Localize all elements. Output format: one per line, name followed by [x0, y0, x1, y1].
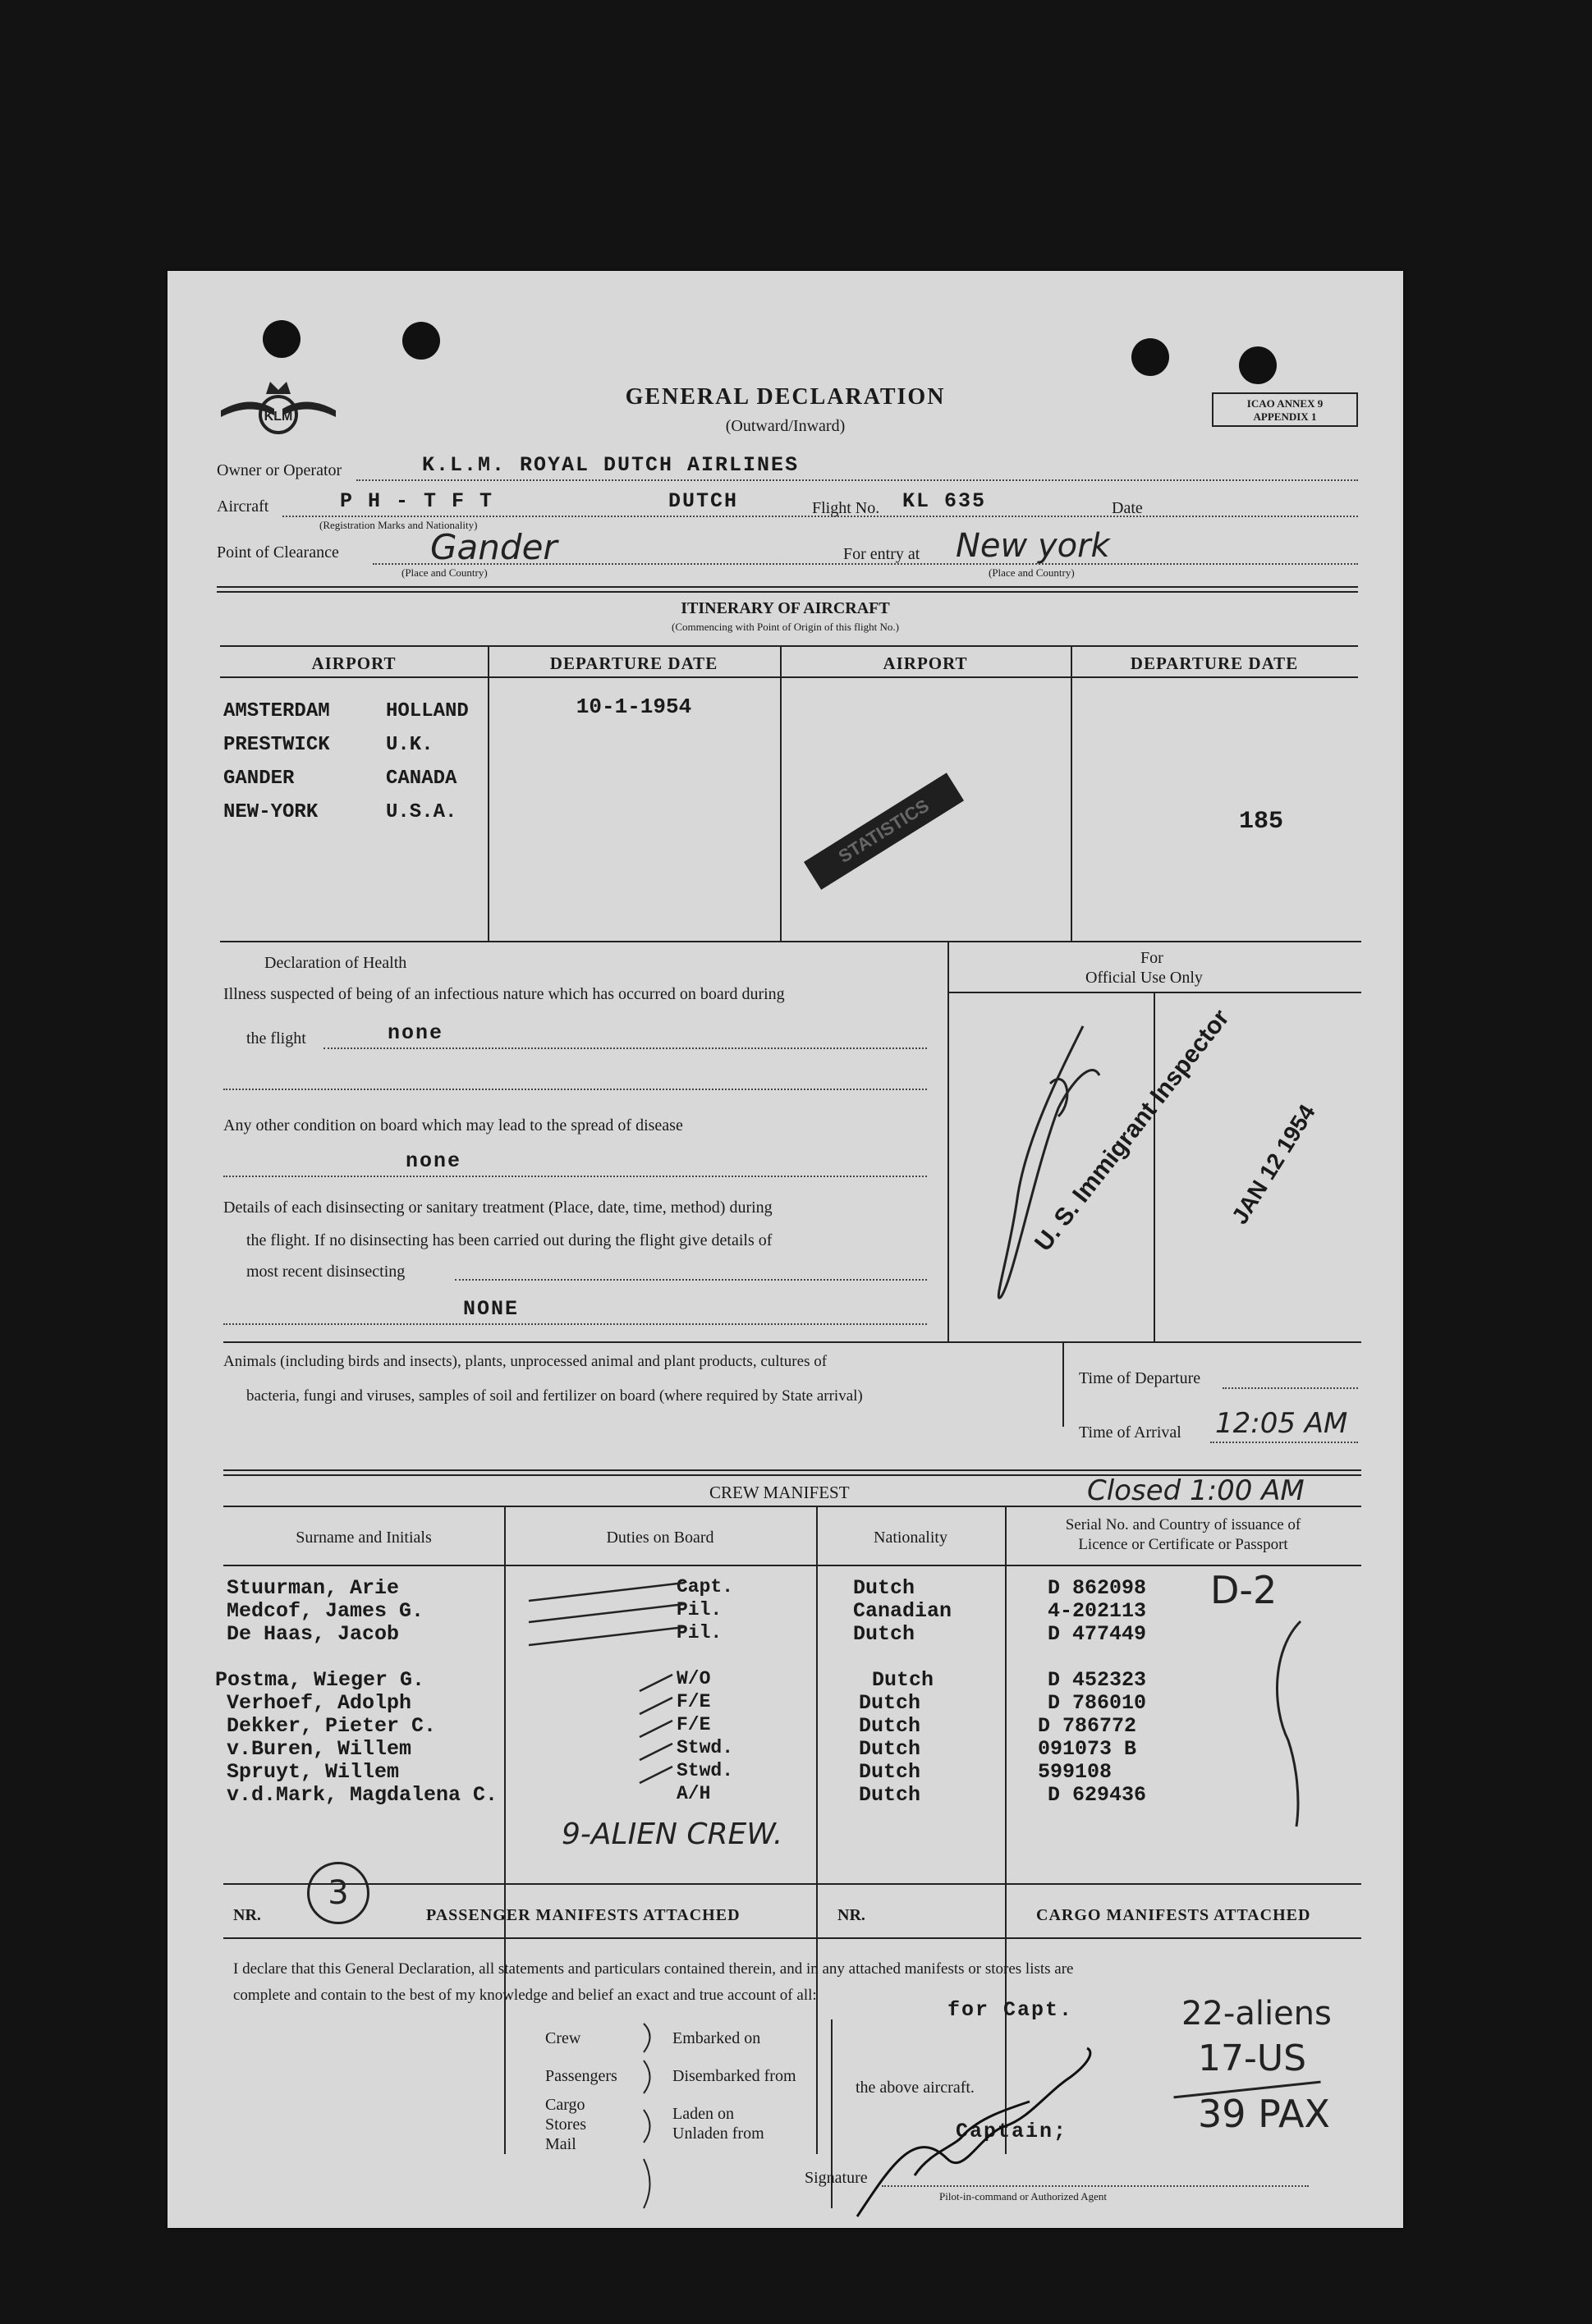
- health-a2: none: [406, 1149, 462, 1173]
- icao-line-1: ICAO ANNEX 9: [1246, 397, 1324, 410]
- crew-duty: Stwd.: [677, 1760, 734, 1781]
- punch-hole: [263, 320, 301, 358]
- passenger-manifests-label: PASSENGER MANIFESTS ATTACHED: [426, 1906, 741, 1924]
- crew-duty: F/E: [677, 1691, 711, 1712]
- crew-nationality: Dutch: [859, 1691, 921, 1715]
- captain-label: Captain;: [956, 2120, 1068, 2143]
- health-q3: Details of each disinsecting or sanitary treatment (Place, date, time, method) during: [223, 1199, 773, 1217]
- decl-unladen: Unladen from: [672, 2125, 764, 2143]
- col-departure-date-2: DEPARTURE DATE: [1130, 653, 1299, 673]
- divider: [217, 586, 1358, 588]
- signature-line: [882, 2185, 1309, 2187]
- nr-label-2: NR.: [837, 1906, 865, 1924]
- crew-title: CREW MANIFEST: [709, 1483, 850, 1502]
- declaration-mid-items: [672, 2019, 796, 2133]
- crew-duty: F/E: [677, 1714, 711, 1735]
- entry-value: New york: [956, 527, 1110, 565]
- crew-nationality: Dutch: [859, 1714, 921, 1738]
- divider: [223, 1469, 1361, 1471]
- aircraft-registration: P H - T F T: [340, 489, 494, 513]
- owner-label: Owner or Operator: [217, 461, 342, 479]
- d2-note: D-2: [1210, 1568, 1278, 1612]
- decl-cargo: Cargo: [545, 2096, 585, 2114]
- declaration-left-items: [545, 2019, 617, 2154]
- aircraft-nationality: DUTCH: [668, 489, 739, 513]
- time-arrival-value: 12:05 AM: [1215, 1407, 1348, 1440]
- count-aliens: 22-aliens: [1181, 1995, 1332, 2033]
- health-line: [455, 1279, 927, 1281]
- time-line: [1210, 1442, 1358, 1443]
- declaration-line-2: complete and contain to the best of my knowledge and belief an exact and true account of all:: [233, 1987, 817, 2004]
- time-line: [1223, 1387, 1358, 1389]
- itinerary-country: HOLLAND: [386, 700, 469, 722]
- pic-label: Pilot-in-command or Authorized Agent: [939, 2190, 1107, 2203]
- crew-header-bottom: [223, 1565, 1361, 1566]
- col-divider: [816, 1506, 818, 2154]
- health-line: [223, 1089, 927, 1090]
- inspector-stamp-date: JAN 12 1954: [1227, 1100, 1320, 1229]
- clearance-value: Gander: [430, 527, 557, 567]
- nr-label: NR.: [233, 1906, 261, 1924]
- itinerary-city: NEW-YORK: [223, 801, 319, 823]
- table-header-bottom: [220, 676, 1358, 678]
- itinerary-city: AMSTERDAM: [223, 700, 330, 722]
- above-aircraft: the above aircraft.: [856, 2079, 975, 2097]
- crew-serial: 4-202113: [1048, 1599, 1147, 1623]
- crew-serial: 091073 B: [1038, 1737, 1137, 1761]
- punch-hole: [1239, 346, 1277, 384]
- itinerary-country: CANADA: [386, 768, 457, 790]
- divider: [217, 591, 1358, 593]
- crew-name: Postma, Wieger G.: [215, 1668, 425, 1692]
- punch-hole: [402, 322, 440, 360]
- official-for: For: [1140, 949, 1163, 967]
- crew-name: Dekker, Pieter C.: [227, 1714, 437, 1738]
- health-line: [223, 1323, 927, 1325]
- signature-label: Signature: [805, 2169, 868, 2187]
- divider: [223, 1937, 1361, 1939]
- crew-nationality: Dutch: [859, 1760, 921, 1784]
- count-us: 17-US: [1198, 2038, 1306, 2079]
- itinerary-title: ITINERARY OF AIRCRAFT: [681, 599, 890, 617]
- declaration-line-1: I declare that this General Declaration, all statements and particulars contained therein, and in any attached manifests or stores lists are: [233, 1960, 1074, 1978]
- itinerary-city: GANDER: [223, 768, 295, 790]
- crew-name: v.Buren, Willem: [227, 1737, 412, 1761]
- divider: [223, 1341, 1361, 1343]
- crew-duty: W/O: [677, 1668, 711, 1689]
- col-nationality: Nationality: [874, 1529, 947, 1547]
- crew-nationality: Canadian: [853, 1599, 952, 1623]
- animals-line-2: bacteria, fungi and viruses, samples of soil and fertilizer on board (where required by State arrival): [246, 1387, 863, 1405]
- decl-disembarked: Disembarked from: [672, 2067, 796, 2085]
- col-divider: [488, 645, 489, 941]
- col-divider: [780, 645, 782, 941]
- crew-nationality: Dutch: [872, 1668, 934, 1692]
- crew-name: Medcof, James G.: [227, 1599, 424, 1623]
- health-q3c: most recent disinsecting: [246, 1263, 406, 1281]
- clearance-line: [373, 563, 1358, 565]
- crew-nationality: Dutch: [853, 1622, 915, 1646]
- health-title: Declaration of Health: [264, 954, 407, 972]
- icao-annex-box: [1212, 392, 1358, 427]
- col-divider: [1071, 645, 1072, 941]
- declaration-document: [167, 271, 1403, 2228]
- crew-nationality: Dutch: [853, 1576, 915, 1600]
- table-top: [220, 645, 1358, 647]
- animals-line-1: Animals (including birds and insects), plants, unprocessed animal and plant products, cultures of: [223, 1353, 828, 1370]
- health-q1: Illness suspected of being of an infectious nature which has occurred on board during: [223, 985, 785, 1003]
- decl-crew: Crew: [545, 2029, 581, 2047]
- crew-name: Spruyt, Willem: [227, 1760, 400, 1784]
- col-airport-2: AIRPORT: [883, 653, 968, 673]
- form-subtitle: (Outward/Inward): [725, 417, 846, 435]
- health-line: [223, 1176, 927, 1177]
- klm-logo-icon: [217, 369, 340, 460]
- duty-check-marks-icon: [504, 1568, 709, 1814]
- itinerary-country: U.S.A.: [386, 801, 457, 823]
- for-capt: for Capt.: [947, 1998, 1074, 2022]
- decl-passengers: Passengers: [545, 2067, 617, 2085]
- crew-bottom: [223, 1883, 1361, 1885]
- decl-embarked: Embarked on: [672, 2029, 761, 2047]
- health-a1: none: [388, 1021, 444, 1045]
- itinerary-city: PRESTWICK: [223, 734, 330, 756]
- itinerary-cities: [223, 694, 330, 829]
- col-surname: Surname and Initials: [296, 1529, 432, 1547]
- aircraft-sublabel: (Registration Marks and Nationality): [319, 519, 478, 531]
- flight-label: Flight No.: [812, 499, 880, 517]
- col-serial-line-2: Licence or Certificate or Passport: [1078, 1536, 1288, 1553]
- crew-duty: Pil.: [677, 1622, 723, 1643]
- immigrant-inspector-stamp: U. S. Immigrant Inspector: [1030, 1004, 1235, 1257]
- crew-name: De Haas, Jacob: [227, 1622, 400, 1646]
- svg-text:KLM: KLM: [264, 410, 293, 424]
- statistics-stamp: STATISTICS: [804, 772, 964, 890]
- date-label: Date: [1112, 499, 1143, 517]
- crew-serial: 599108: [1038, 1760, 1113, 1784]
- itinerary-countries: [386, 694, 469, 829]
- health-q3b: the flight. If no disinsecting has been carried out during the flight give details of: [246, 1231, 773, 1249]
- crew-name: Stuurman, Arie: [227, 1576, 400, 1600]
- col-departure-date: DEPARTURE DATE: [549, 653, 718, 673]
- form-title: GENERAL DECLARATION: [625, 384, 946, 410]
- alien-crew-note: 9-ALIEN CREW.: [562, 1817, 783, 1851]
- crew-name: Verhoef, Adolph: [227, 1691, 412, 1715]
- nr-value: 3: [307, 1862, 369, 1924]
- bracket-mark-icon: [1251, 1617, 1325, 1831]
- clearance-sublabel: (Place and Country): [401, 566, 488, 579]
- decl-laden: Laden on: [672, 2105, 734, 2123]
- official-title: Official Use Only: [1085, 969, 1203, 987]
- col-divider: [1154, 992, 1155, 1341]
- flight-value: KL 635: [902, 489, 987, 513]
- time-departure-label: Time of Departure: [1079, 1369, 1201, 1387]
- health-line: [323, 1047, 927, 1049]
- crew-duty: A/H: [677, 1783, 711, 1804]
- count-pax: 39 PAX: [1198, 2092, 1330, 2136]
- clearance-label: Point of Clearance: [217, 543, 339, 562]
- crew-duty: Pil.: [677, 1599, 723, 1620]
- owner-line: [356, 479, 1358, 481]
- entry-label: For entry at: [843, 545, 920, 563]
- crew-serial: D 477449: [1048, 1622, 1147, 1646]
- crew-nationality: Dutch: [859, 1783, 921, 1807]
- col-airport: AIRPORT: [311, 653, 397, 673]
- crew-duty: Capt.: [677, 1576, 734, 1597]
- col-serial: [1005, 1515, 1361, 1555]
- aircraft-label: Aircraft: [217, 497, 269, 516]
- entry-sublabel: (Place and Country): [989, 566, 1075, 579]
- time-arrival-label: Time of Arrival: [1079, 1423, 1181, 1442]
- col-serial-line-1: Serial No. and Country of issuance of: [1065, 1516, 1301, 1533]
- health-q1b: the flight: [246, 1029, 306, 1047]
- punch-hole: [1131, 338, 1169, 376]
- cargo-manifests-label: CARGO MANIFESTS ATTACHED: [1036, 1906, 1311, 1924]
- health-official-divider: [947, 941, 949, 1341]
- crew-serial: D 786010: [1048, 1691, 1147, 1715]
- itinerary-subtitle: (Commencing with Point of Origin of this flight No.): [672, 621, 899, 633]
- brace-icon: [640, 2019, 664, 2225]
- health-a3: NONE: [463, 1297, 520, 1321]
- col-duties: Duties on Board: [606, 1529, 714, 1547]
- departure-date-value: 10-1-1954: [576, 694, 692, 719]
- crew-duty: Stwd.: [677, 1737, 734, 1758]
- closed-note: Closed 1:00 AM: [1087, 1474, 1305, 1507]
- crew-name: v.d.Mark, Magdalena C.: [227, 1783, 498, 1807]
- number-185: 185: [1239, 808, 1284, 836]
- crew-nationality: Dutch: [859, 1737, 921, 1761]
- crew-top: [223, 1506, 1361, 1507]
- owner-value: K.L.M. ROYAL DUTCH AIRLINES: [422, 453, 800, 477]
- decl-stores: Stores: [545, 2115, 586, 2134]
- health-q2: Any other condition on board which may lead to the spread of disease: [223, 1116, 683, 1134]
- decl-mail: Mail: [545, 2135, 576, 2153]
- crew-serial: D 786772: [1038, 1714, 1137, 1738]
- crew-serial: D 629436: [1048, 1783, 1147, 1807]
- divider: [223, 941, 1361, 942]
- aircraft-line: [282, 516, 1358, 517]
- col-divider: [1062, 1341, 1064, 1427]
- itinerary-country: U.K.: [386, 734, 434, 756]
- inspector-signature-icon: [976, 1010, 1108, 1322]
- icao-line-2: APPENDIX 1: [1253, 410, 1317, 423]
- crew-serial: D 862098: [1048, 1576, 1147, 1600]
- captain-signature-icon: [841, 2036, 1153, 2233]
- crew-serial: D 452323: [1048, 1668, 1147, 1692]
